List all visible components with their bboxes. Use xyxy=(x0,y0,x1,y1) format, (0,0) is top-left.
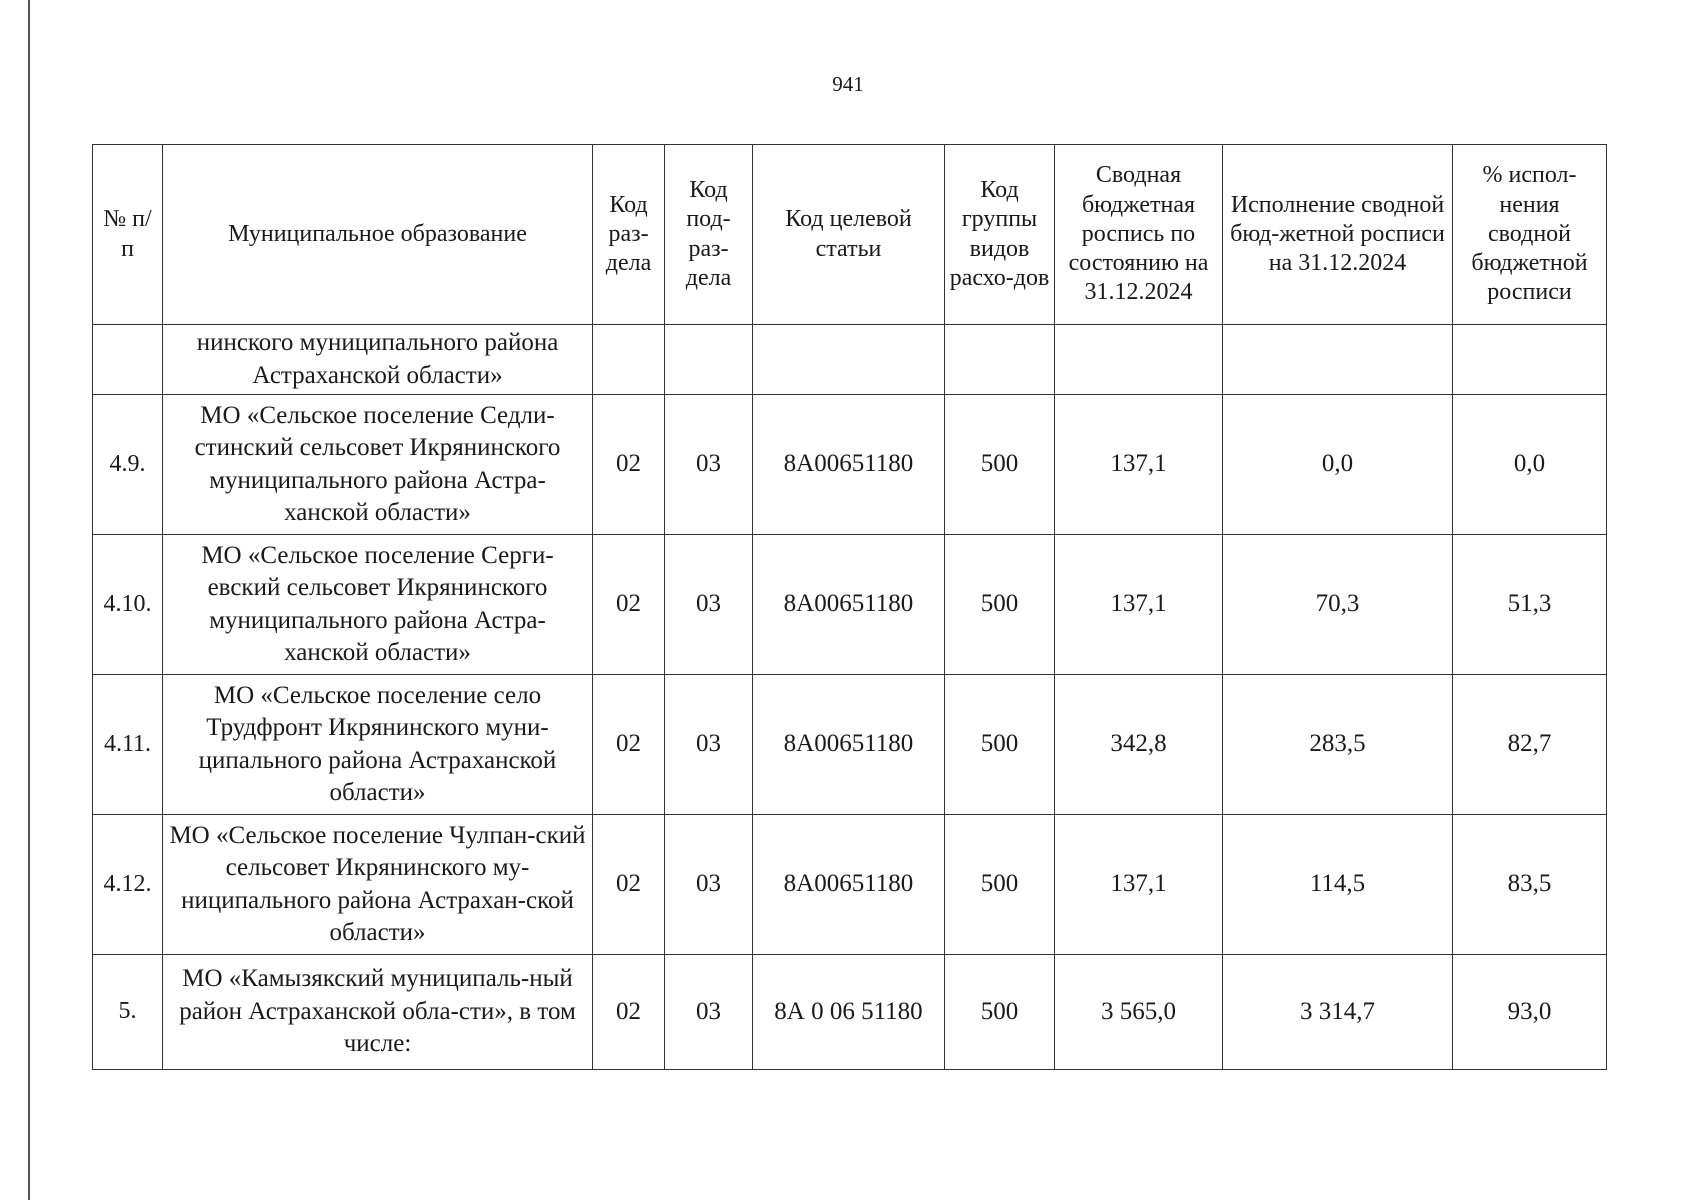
cell-budget: 342,8 xyxy=(1055,675,1223,815)
cell-execution: 3 314,7 xyxy=(1223,955,1453,1070)
cell-municipality: МО «Сельское поселение Седли-стинский сельсовет Икрянинского муниципального района Астра-ханской области» xyxy=(163,395,593,535)
cell-percent: 0,0 xyxy=(1453,395,1607,535)
header-percent: % испол-нения сводной бюджетной росписи xyxy=(1453,145,1607,325)
left-margin-rule xyxy=(28,0,30,1200)
cell-num xyxy=(93,325,163,395)
cell-group: 500 xyxy=(945,395,1055,535)
table-row xyxy=(93,955,1607,1070)
cell-execution: 70,3 xyxy=(1223,535,1453,675)
cell-percent: 83,5 xyxy=(1453,815,1607,955)
cell-section: 02 xyxy=(593,955,665,1070)
header-section-code: Код раз-дела xyxy=(593,145,665,325)
cell-municipality: МО «Сельское поселение Чулпан-ский сельсовет Икрянинского му-ниципального района Астрахан-ской области» xyxy=(163,815,593,955)
cell-subsection: 03 xyxy=(665,535,753,675)
cell-section xyxy=(593,325,665,395)
cell-group: 500 xyxy=(945,955,1055,1070)
cell-municipality: МО «Сельское поселение село Трудфронт Икрянинского муни-ципального района Астраханской области» xyxy=(163,675,593,815)
header-municipality: Муниципальное образование xyxy=(163,145,593,325)
cell-section: 02 xyxy=(593,675,665,815)
table-row xyxy=(93,535,1607,675)
cell-num: 4.11. xyxy=(93,675,163,815)
header-num: № п/п xyxy=(93,145,163,325)
table-row xyxy=(93,675,1607,815)
cell-budget xyxy=(1055,325,1223,395)
cell-subsection: 03 xyxy=(665,675,753,815)
cell-num: 5. xyxy=(93,955,163,1070)
budget-table xyxy=(92,144,1607,1070)
cell-percent: 93,0 xyxy=(1453,955,1607,1070)
cell-target: 8А00651180 xyxy=(753,675,945,815)
cell-target: 8А 0 06 51180 xyxy=(753,955,945,1070)
cell-municipality: МО «Камызякский муниципаль-ный район Астраханской обла-сти», в том числе: xyxy=(163,955,593,1070)
cell-num: 4.9. xyxy=(93,395,163,535)
cell-budget: 137,1 xyxy=(1055,535,1223,675)
cell-group: 500 xyxy=(945,535,1055,675)
cell-subsection: 03 xyxy=(665,815,753,955)
header-subsection-code: Код под-раз-дела xyxy=(665,145,753,325)
cell-budget: 3 565,0 xyxy=(1055,955,1223,1070)
page-number: 941 xyxy=(832,72,864,96)
cell-municipality: МО «Сельское поселение Серги-евский сельсовет Икрянинского муниципального района Астра-ханской области» xyxy=(163,535,593,675)
table-row-continuation xyxy=(93,325,1607,395)
cell-target: 8А00651180 xyxy=(753,395,945,535)
cell-target: 8А00651180 xyxy=(753,815,945,955)
cell-execution xyxy=(1223,325,1453,395)
cell-budget: 137,1 xyxy=(1055,815,1223,955)
cell-subsection: 03 xyxy=(665,395,753,535)
header-target-code: Код целевой статьи xyxy=(753,145,945,325)
cell-target: 8А00651180 xyxy=(753,535,945,675)
cell-section: 02 xyxy=(593,535,665,675)
table-row xyxy=(93,395,1607,535)
cell-subsection xyxy=(665,325,753,395)
header-execution: Исполнение сводной бюд-жетной росписи на 31.12.2024 xyxy=(1223,145,1453,325)
table-row xyxy=(93,815,1607,955)
cell-percent: 82,7 xyxy=(1453,675,1607,815)
cell-num: 4.12. xyxy=(93,815,163,955)
cell-subsection: 03 xyxy=(665,955,753,1070)
cell-group xyxy=(945,325,1055,395)
header-summary-budget: Сводная бюджетная роспись по состоянию на 31.12.2024 xyxy=(1055,145,1223,325)
cell-section: 02 xyxy=(593,815,665,955)
table-header-row xyxy=(93,145,1607,325)
cell-group: 500 xyxy=(945,675,1055,815)
cell-budget: 137,1 xyxy=(1055,395,1223,535)
header-expense-group-code: Код группы видов расхо-дов xyxy=(945,145,1055,325)
cell-percent xyxy=(1453,325,1607,395)
cell-execution: 114,5 xyxy=(1223,815,1453,955)
cell-municipality: нинского муниципального района Астраханской области» xyxy=(163,325,593,395)
cell-target xyxy=(753,325,945,395)
cell-percent: 51,3 xyxy=(1453,535,1607,675)
cell-execution: 283,5 xyxy=(1223,675,1453,815)
cell-num: 4.10. xyxy=(93,535,163,675)
cell-execution: 0,0 xyxy=(1223,395,1453,535)
cell-group: 500 xyxy=(945,815,1055,955)
cell-section: 02 xyxy=(593,395,665,535)
